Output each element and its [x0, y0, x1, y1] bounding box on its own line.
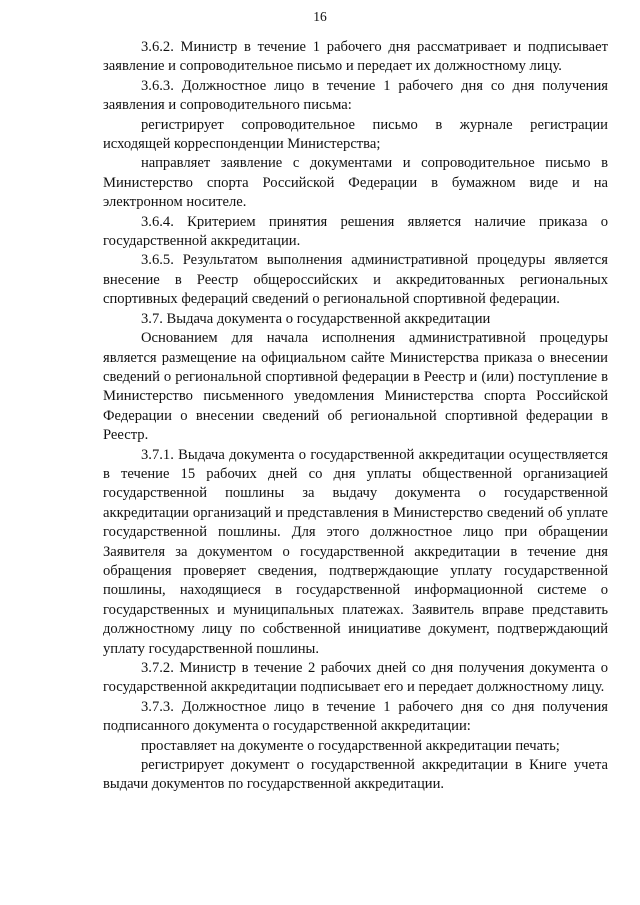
paragraph-register-letter: регистрирует сопроводительное письмо в журнале регистрации исходящей корреспонденции Министерства;	[103, 116, 608, 153]
paragraph-3-6-2: 3.6.2. Министр в течение 1 рабочего дня рассматривает и подписывает заявление и сопроводительное письмо и передает их должностному лицу.	[103, 39, 608, 75]
paragraph-3-6-3: 3.6.3. Должностное лицо в течение 1 рабочего дня со дня получения заявления и сопроводительного письма:	[103, 77, 608, 114]
paragraph-send-application: направляет заявление с документами и сопроводительное письмо в Министерство спорта Российской Федерации в бумажном виде и на электронном носителе.	[103, 155, 608, 211]
paragraph-basis: Основанием для начала исполнения административной процедуры является размещение на официальном сайте Министерства приказа о внесении сведений о региональной спортивной федерации в Реестр и (или) поступление в Министерство письменного уведомления Министерства спорта Российской Федерации о внесении сведений об региональной спортивной федерации в Реестр.	[103, 330, 608, 444]
paragraph-register-book: регистрирует документ о государственной аккредитации в Книге учета выдачи документов по государственной аккредитации.	[103, 757, 608, 793]
paragraph-stamp: проставляет на документе о государственной аккредитации печать;	[141, 737, 560, 754]
section-heading-3-7: 3.7. Выдача документа о государственной аккредитации	[141, 310, 491, 327]
paragraph-3-7-2: 3.7.2. Министр в течение 2 рабочих дней со дня получения документа о государственной аккредитации подписывает его и передает должностному лицу.	[103, 660, 608, 696]
paragraph-3-6-5: 3.6.5. Результатом выполнения административной процедуры является внесение в Реестр общероссийских и аккредитованных региональных спортивных федераций сведений о региональной спортивной федерации.	[103, 252, 608, 308]
page-number: 16	[313, 9, 327, 24]
paragraph-3-7-3: 3.7.3. Должностное лицо в течение 1 рабочего дня со дня получения подписанного документа о государственной аккредитации:	[103, 698, 608, 735]
paragraph-3-7-1: 3.7.1. Выдача документа о государственной аккредитации осуществляется в течение 15 рабочих дней со дня уплаты общественной организацией государственной пошлины за выдачу документа о государственной аккредитации организаций и представления в Министерство сведений об уплате государственной пошлины. Для этого должностное лицо при обращении Заявителя за документом о государственной аккредитации в течение дня обращения проверяет сведения, подтверждающие уплату государственной пошлины, находящиеся в государственной информационной системе о государственных и муниципальных платежах. Заявитель вправе представить должностному лицу по собственной инициативе документ, подтверждающий уплату государственной пошлины.	[103, 446, 608, 657]
paragraph-3-6-4: 3.6.4. Критерием принятия решения является наличие приказа о государственной аккредитации.	[103, 213, 608, 250]
page-body	[103, 38, 608, 795]
